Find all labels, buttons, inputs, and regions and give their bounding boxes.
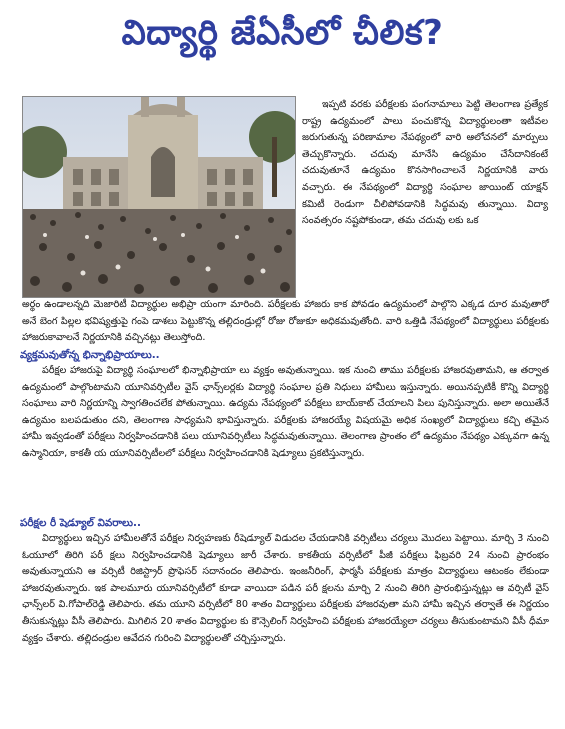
article-lede-continued: అర్థం ఉండాలన్నది మెజారిటీ విద్యార్థుల అభిప్రా యంగా మారింది. పరీక్షలకు హాజరు కాక పోవడం ఉద్యమంలో పాల్గొని ఎక్కడ దూర మవుతారో అనే బెంగ పిల్లల భవిష్యత్తుపై గంపె డాశలు పెట్టుకొన్న తల్లిదండ్రుల్లో రోజు రోజుకూ అధికమవుతోంది. వారి ఒత్తిడి నేపథ్యంలో విద్యార్థులు పరీక్షలకు హాజరుకావాలనే నిర్ణయానికి వచ్చినట్లు తెలుస్తోంది. — [22, 299, 549, 344]
university-building-icon — [23, 97, 295, 297]
article-lede: ఇప్పటి వరకు పరీక్షలకు పంగనామాలు పెట్టి తెలంగాణ ప్రత్యేక రాష్ట్ర ఉద్యమంలో పాలు పంచుకొన్న విద్యార్థులంతా ఇటీవల జరుగుతున్న పరిణామాల నేపథ్యంలో వారి ఆలోచనలో మార్పులు తెచ్చుకొన్నారు. చదువు మానేసి ఉద్యమం చేసేదానికంటే చదువుతూనే ఉద్యమం కొనసాగించాలనే నిర్ణయానికి వారు వచ్చారు. ఈ నేపథ్యంలో విద్యార్థి సంఘాల జాయింట్ యాక్షన్ కమిటీ రెండుగా చీలిపోవడానికి సిద్ధమవు తున్నాయి. విద్యా సంవత్సరం నష్టపోకుండా, తమ చదువు లకు ఒక — [302, 99, 548, 227]
section-differing-opinions-body: పరీక్షల హాజరుపై విద్యార్థి సంఘాలలో భిన్నాభిప్రాయా లు వ్యక్తం అవుతున్నాయి. ఇక నుంచి తాము పరీక్షలకు హాజరవుతామని, ఆ తర్వాత ఉద్యమంలో పాల్గొంటామని యూనివర్సిటీల వైస్ ఛాన్స్‌లర్లకు విద్యార్థి సంఘాల ప్రతి నిధులు హామీలు ఇస్తున్నారు. అయినప్పటికీ కొన్ని విద్యార్థి సంఘాలు వారి నిర్ణయాన్ని స్వాగతించలేక పోతున్నాయి. ఉద్యమ నేపథ్యంలో పరీక్షలు బాయ్‌కాట్ చేయాలని పిలు పునిస్తున్నారు. అలా అయితేనే ఉద్యమం బలపడుతుం దని, తెలంగాణ సాధ్యమని భావిస్తున్నారు. పరీక్షలకు హాజరయ్యే విషయమై అధిక సంఖ్యలో విద్యార్థులు కచ్చి తమైన హామీ ఇవ్వడంతో పరీక్షలు నిర్వహించడానికి పలు యూనివర్సిటీలు సిద్ధమవుతున్నాయి. తెలంగాణ ప్రాంతం లో ఉద్యమం నేపథ్యం ఎక్కువగా ఉన్న ఉస్మానియా, కాకతీ య యూనివర్సిటీలలో పరీక్షలు నిర్వహించడానికి షెడ్యూలు ప్రకటిస్తున్నారు. — [22, 365, 549, 459]
section-heading-exam-reschedule: పరీక్షల రీ షెడ్యూల్ వివరాలు.. — [20, 517, 141, 529]
article-headline: విద్యార్థి జేఏసీలో చీలిక? — [121, 13, 444, 53]
university-photo — [22, 96, 296, 298]
section-exam-reschedule-body: విద్యార్థులు ఇచ్చిన హామీలతోనే పరీక్షల నిర్వహణకు రీషెడ్యూల్ విడుదల చేయడానికి వర్సిటీలు చర్యలు మొదలు పెట్టాయి. మార్చి 3 నుంచి ఓయూలో తిరిగి పరీ క్షలు నిర్వహించడానికి షెడ్యూలు జారీ చేశారు. కాకతీయ వర్సిటీలో పీజీ పరీక్షలు ఫిబ్రవరి 24 నుంచి ప్రారంభం అవుతున్నాయని ఆ వర్సిటీ రిజిస్ట్రార్ ప్రొఫెసర్ సదానందం తెలిపారు. ఇంజనీరింగ్, ఫార్మసీ పరీక్షలకు మాత్రం విద్యార్థులు ఆటంకం లేకుండా హాజరవుతున్నారు. ఇక పాలమూరు యూనివర్సిటీలో కూడా వాయిదా పడిన పరీ క్షలను మార్చి 2 నుంచి తిరిగి ప్రారంభిస్తున్నట్లు ఆ వర్సిటీ వైస్ ఛాన్స్‌లర్ వి.గోపాల్‌రెడ్డి తెలిపారు. తమ యూని వర్సిటీలో 80 శాతం విద్యార్థులు పరీక్షలకు హాజరవుతా మని హామీ ఇచ్చిన తర్వాతే ఈ నిర్ణయం తీసుకున్నట్లు వీసీ తెలిపారు. మిగిలిన 20 శాతం విద్యార్థుల కు కౌన్సెలింగ్ నిర్వహించి పరీక్షలకు హాజరయ్యేలా చర్యలు తీసుకుంటామని వీసీ ధీమా వ్యక్తం చేశారు. తల్లిదండ్రుల ఆవేదన గురించి విద్యార్థులతో చర్చిస్తున్నారు. — [22, 533, 549, 644]
section-heading-differing-opinions: వ్యక్తమవుతోన్న భిన్నాభిప్రాయాలు.. — [20, 349, 160, 361]
